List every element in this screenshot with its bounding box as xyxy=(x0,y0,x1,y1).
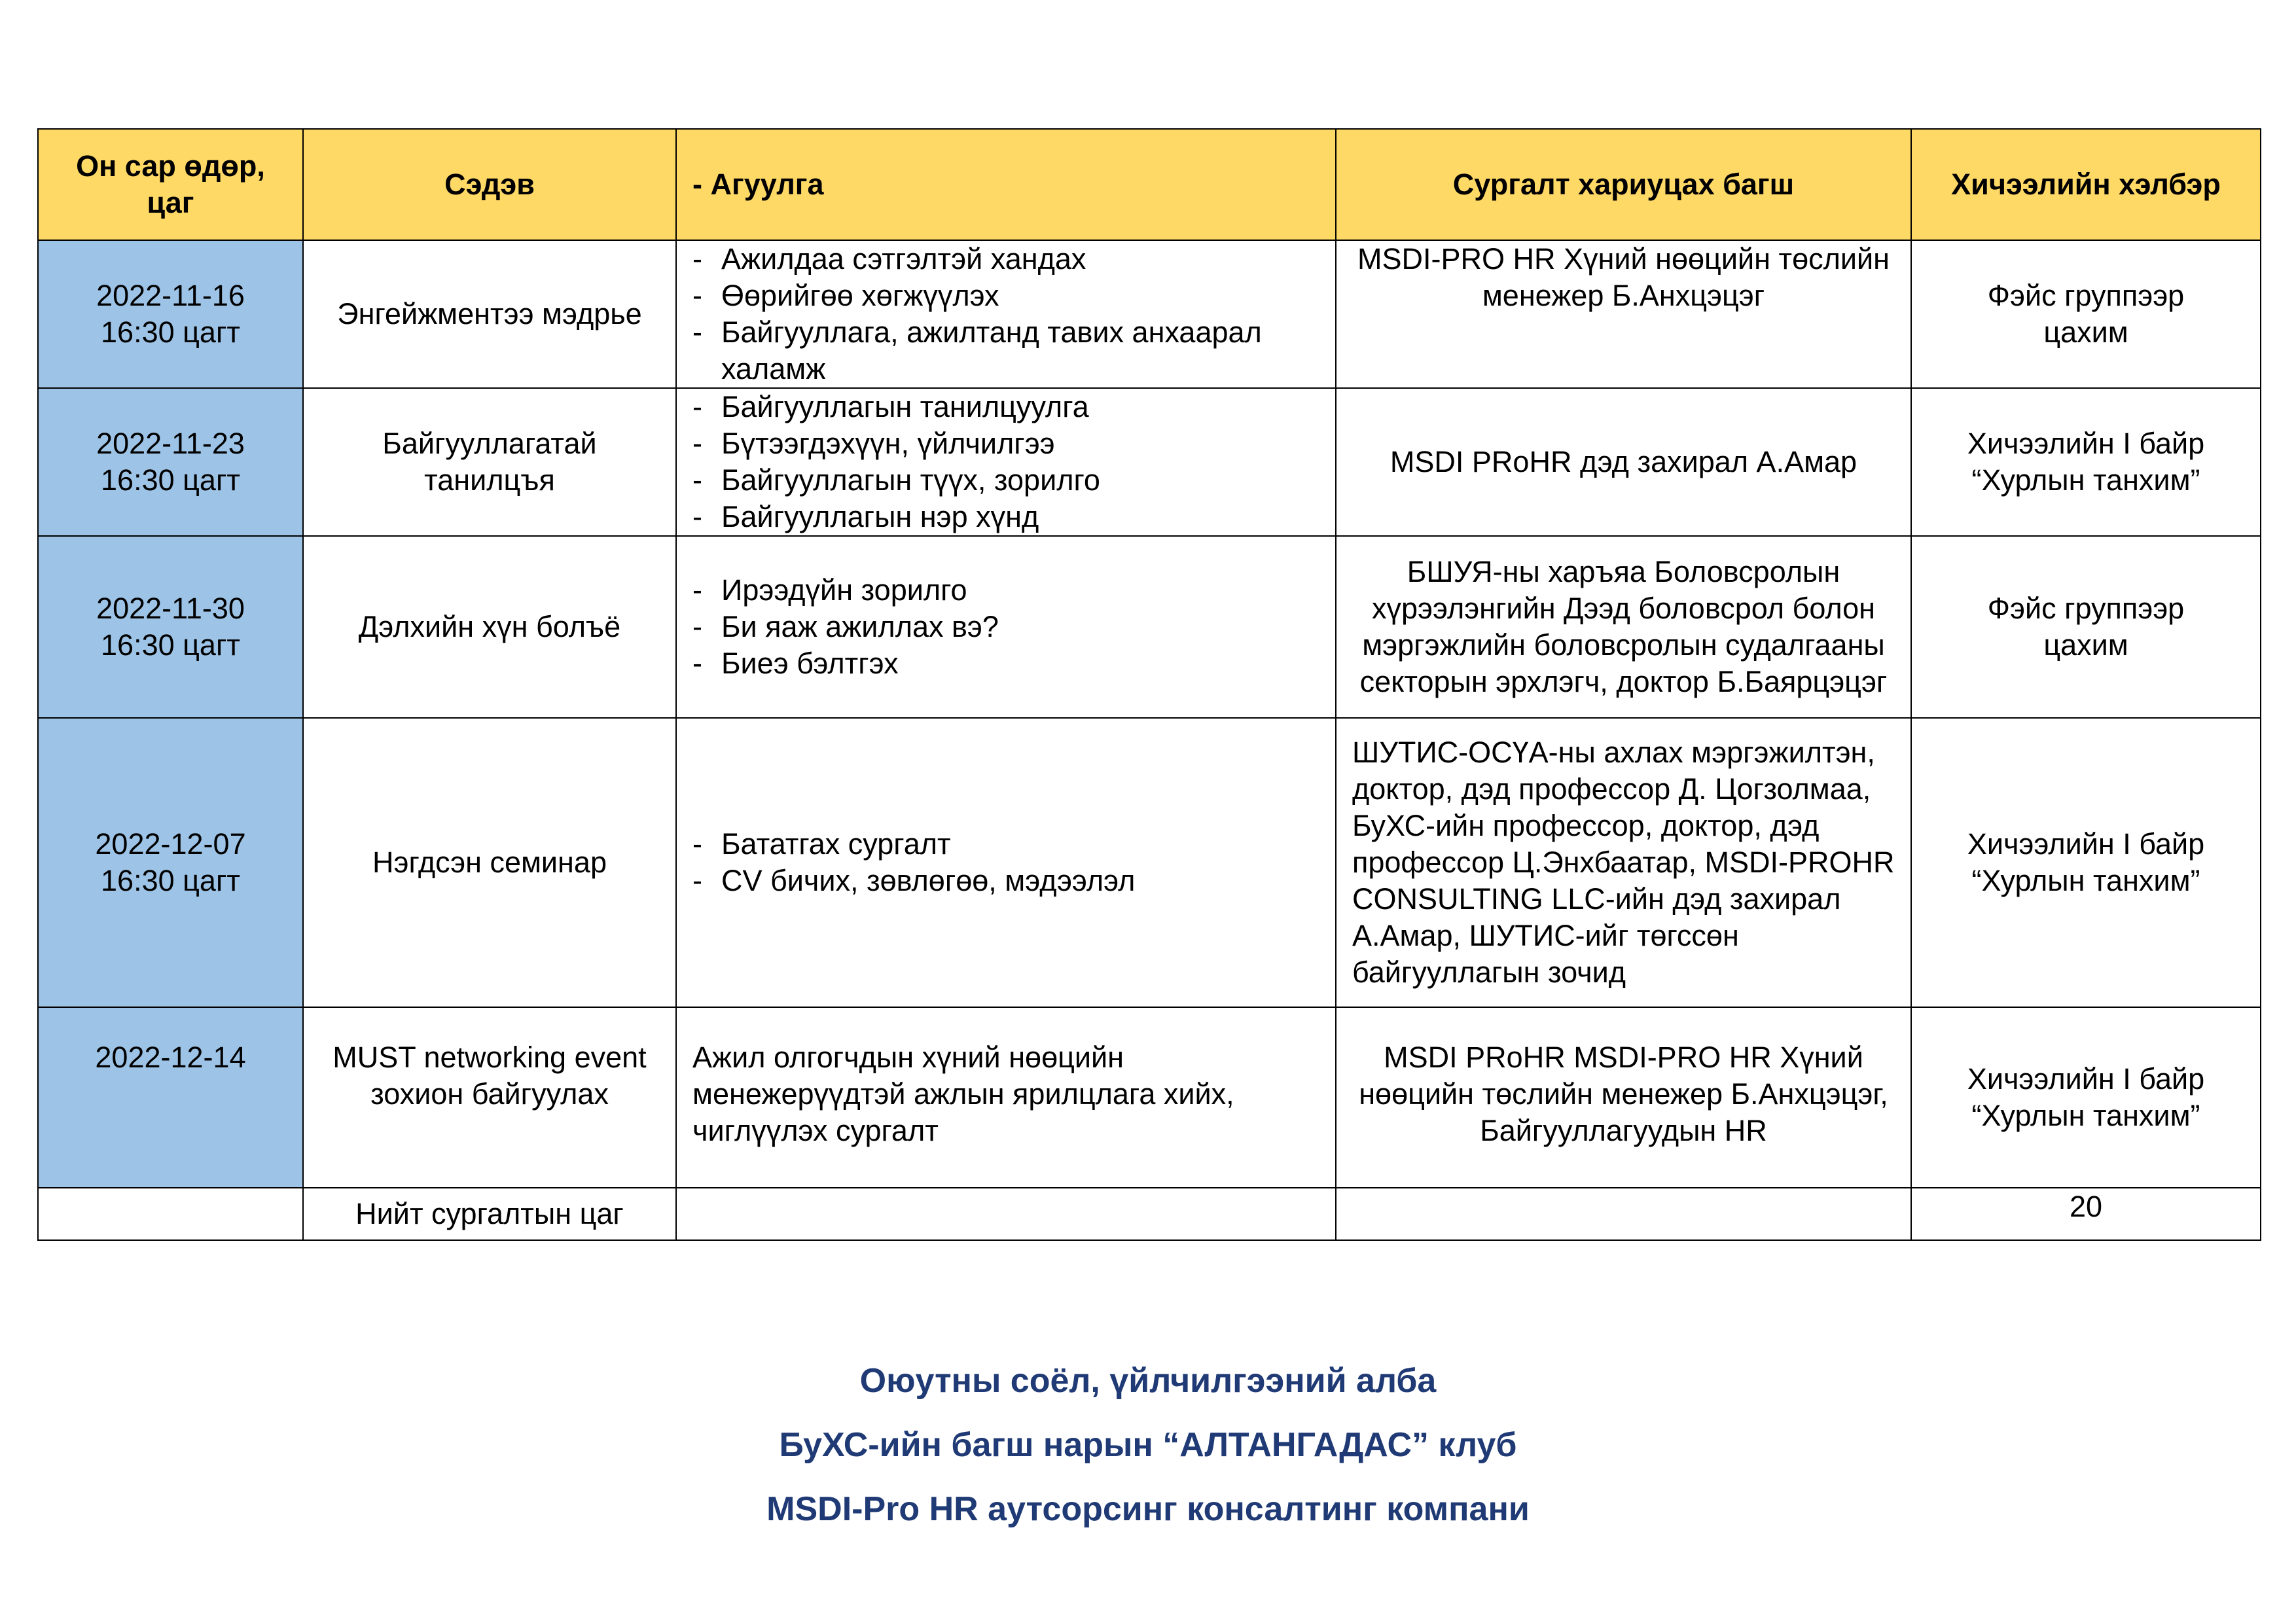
format-cell xyxy=(1911,718,2261,1007)
topic-cell: Дэлхийн хүн болъё xyxy=(303,536,676,718)
date-cell xyxy=(38,1007,303,1188)
format-cell xyxy=(1911,240,2261,388)
session-date: 2022-11-23 xyxy=(96,427,245,460)
format-line: “Хурлын танхим” xyxy=(1971,463,2200,497)
teacher-cell: MSDI PRoHR дэд захирал А.Амар xyxy=(1336,388,1911,536)
total-row xyxy=(38,1188,2261,1240)
format-line: Хичээлийн I байр xyxy=(1967,827,2205,861)
format-line: Хичээлийн I байр xyxy=(1967,1062,2205,1096)
footer-line-3: MSDI-Pro HR аутсорсинг консалтинг компани xyxy=(766,1490,1530,1528)
header-teacher: Сургалт хариуцах багш xyxy=(1336,129,1911,240)
format-cell xyxy=(1911,1007,2261,1188)
list-item: - Биеэ бэлтгэх xyxy=(692,647,899,680)
total-label: Нийт сургалтын цаг xyxy=(303,1188,676,1240)
format-line: цахим xyxy=(2043,628,2128,662)
content-cell xyxy=(676,240,1336,388)
empty-cell xyxy=(1336,1188,1911,1240)
session-date: 2022-12-14 xyxy=(95,1041,246,1074)
header-topic: Сэдэв xyxy=(303,129,676,240)
header-content-dash: - xyxy=(692,168,702,201)
header-format: Хичээлийн хэлбэр xyxy=(1911,129,2261,240)
session-date: 2022-11-30 xyxy=(96,592,245,625)
content-list xyxy=(692,389,1319,535)
teacher-cell: MSDI-PRO HR Хүний нөөцийн төслийн менежер Б.Анхцэцэг xyxy=(1336,240,1911,388)
header-content xyxy=(676,129,1336,240)
topic-cell: Энгейжментээ мэдрье xyxy=(303,240,676,388)
topic-cell: Байгууллагатай танилцъя xyxy=(303,388,676,536)
schedule-table xyxy=(37,128,2261,1241)
topic-cell: Нэгдсэн семинар xyxy=(303,718,676,1007)
date-cell xyxy=(38,240,303,388)
footer-line-1: Оюутны соёл, үйлчилгээний алба xyxy=(859,1362,1437,1400)
content-list xyxy=(692,572,1319,682)
format-line: цахим xyxy=(2043,315,2128,349)
date-cell xyxy=(38,718,303,1007)
list-item: - Ирээдүйн зорилго xyxy=(692,573,967,607)
empty-cell xyxy=(676,1188,1336,1240)
teacher-cell: MSDI PRoHR MSDI-PRO HR Хүний нөөцийн төслийн менежер Б.Анхцэцэг, Байгууллагуудын HR xyxy=(1336,1007,1911,1188)
session-time: 16:30 цагт xyxy=(101,463,240,497)
session-time: 16:30 цагт xyxy=(101,864,240,897)
format-line: “Хурлын танхим” xyxy=(1971,1099,2200,1132)
date-cell xyxy=(38,388,303,536)
table-row xyxy=(38,536,2261,718)
list-item: - Байгууллагын нэр хүнд xyxy=(692,500,1039,533)
content-cell: Ажил олгогчдын хүний нөөцийн менежерүүдтэй ажлын ярилцлага хийх, чиглүүлэх сургалт xyxy=(676,1007,1336,1188)
list-item: - Ажилдаа сэтгэлтэй хандах xyxy=(692,242,1086,276)
list-item: - Байгууллагын танилцуулга xyxy=(692,390,1089,423)
footer-line-2: БуХС-ийн багш нарын “АЛТАНГАДАС” клуб xyxy=(779,1426,1517,1464)
content-cell xyxy=(676,536,1336,718)
content-list xyxy=(692,241,1319,387)
list-item: - Би яаж ажиллах вэ? xyxy=(692,610,999,643)
table-row xyxy=(38,718,2261,1007)
date-cell xyxy=(38,536,303,718)
session-date: 2022-12-07 xyxy=(95,827,246,861)
format-line: Фэйс группээр xyxy=(1987,592,2185,625)
session-time: 16:30 цагт xyxy=(101,628,240,662)
content-cell xyxy=(676,388,1336,536)
topic-cell: MUST networking event зохион байгуулах xyxy=(303,1007,676,1188)
list-item: - Бүтээгдэхүүн, үйлчилгээ xyxy=(692,427,1055,460)
table-row xyxy=(38,240,2261,388)
session-date: 2022-11-16 xyxy=(96,279,245,312)
list-item: - Байгууллагын түүх, зорилго xyxy=(692,463,1100,497)
content-list xyxy=(692,826,1319,899)
table-header-row xyxy=(38,129,2261,240)
total-hours: 20 xyxy=(1911,1188,2261,1240)
format-cell xyxy=(1911,388,2261,536)
header-content-label: Агуулга xyxy=(710,168,824,201)
format-line: Хичээлийн I байр xyxy=(1967,427,2205,460)
empty-cell xyxy=(38,1188,303,1240)
format-line: Фэйс группээр xyxy=(1987,279,2185,312)
list-item: - Бататгах сургалт xyxy=(692,827,951,861)
teacher-cell: ШУТИС-ОСҮА-ны ахлах мэргэжилтэн, доктор, дэд профессор Д. Цогзолмаа, БуХС-ийн профессор, доктор, дэд профессор Ц.Энхбаатар, MSDI-PROHR CONSULTING LLC-ийн дэд захирал А.Амар, ШУТИС-ийг төгссөн байгууллагын зочид xyxy=(1336,718,1911,1007)
table-row xyxy=(38,388,2261,536)
header-date: Он сар өдөр, цаг xyxy=(38,129,303,240)
list-item: - Өөрийгөө хөгжүүлэх xyxy=(692,279,999,312)
table-row xyxy=(38,1007,2261,1188)
list-item: - CV бичих, зөвлөгөө, мэдээлэл xyxy=(692,864,1136,897)
session-time: 16:30 цагт xyxy=(101,315,240,349)
format-line: “Хурлын танхим” xyxy=(1971,864,2200,897)
content-cell xyxy=(676,718,1336,1007)
list-item: - Байгууллага, ажилтанд тавих анхаарал халамж xyxy=(692,315,1262,385)
teacher-cell: БШУЯ-ны харъяа Боловсролын хүрээлэнгийн Дээд боловсрол болон мэргэжлийн боловсролын судалгааны секторын эрхлэгч, доктор Б.Баярцэцэг xyxy=(1336,536,1911,718)
format-cell xyxy=(1911,536,2261,718)
